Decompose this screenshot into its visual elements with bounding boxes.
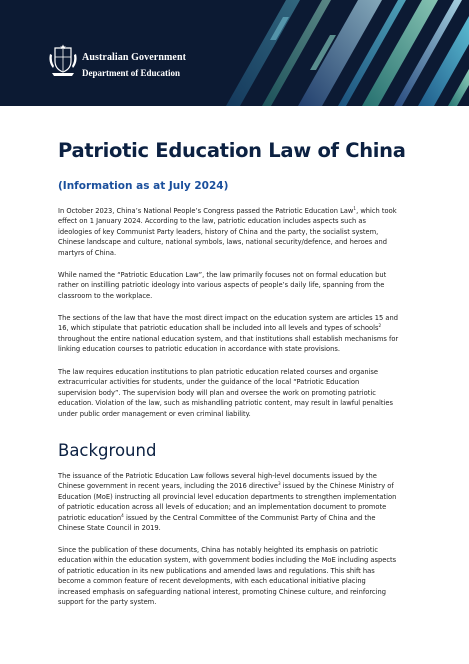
text-line (58, 398, 420, 408)
text-line (58, 597, 420, 607)
line-text: issued by the Central Committee of the Communist Party of China and the (123, 513, 376, 522)
line-text: of patriotic education in its new publications and amended laws and regulations. This shift has (58, 566, 375, 575)
text-line (58, 587, 420, 597)
text-line (58, 367, 420, 377)
line-text: The law requires education institutions to plan patriotic education related courses and organise (58, 368, 379, 376)
line-text: become a common feature of recent developments, with each educational initiative placing (58, 577, 366, 586)
text-line (58, 334, 420, 344)
footnote-marker[interactable]: 3 (278, 481, 281, 487)
text-line (58, 409, 420, 419)
department-name: Department of Education (82, 68, 180, 78)
text-line (58, 291, 420, 301)
text-line (58, 545, 420, 555)
text-line (58, 502, 420, 512)
line-text: throughout the entire national education system, and that institutions shall establish mechanisms for (58, 334, 399, 343)
line-text: issued by the Chinese Ministry of (280, 482, 394, 491)
line-text: Chinese government in recent years, including the 2016 directive (58, 482, 278, 491)
line-text: linking education courses to patriotic education in accordance with state provisions. (58, 345, 340, 354)
government-name: Australian Government (82, 52, 187, 63)
text-line (58, 280, 420, 290)
text-line (58, 388, 420, 398)
text-line (58, 313, 420, 323)
text-line (58, 270, 420, 280)
header-banner (0, 0, 469, 106)
text-line (58, 523, 420, 533)
paragraph-intro-3 (58, 313, 420, 355)
line-text: Since the publication of these documents, China has notably heighted its emphasis on patriotic (58, 546, 379, 554)
line-text: The sections of the law that have the most direct impact on the education system are articles 15 and (58, 314, 398, 322)
text-line (58, 555, 420, 565)
line-text: In October 2023, China’s National People’s Congress passed the Patriotic Education Law (58, 207, 354, 215)
text-line (58, 248, 420, 258)
text-line (58, 377, 420, 387)
text-line (58, 471, 420, 481)
line-text: support for the party system. (58, 598, 157, 607)
footnote-marker[interactable]: 4 (121, 512, 124, 518)
commonwealth-crest-logo (48, 44, 78, 78)
footnote-marker[interactable]: 1 (353, 206, 357, 211)
text-line (58, 492, 420, 502)
paragraph-intro-1 (58, 206, 420, 258)
line-text: rather on instilling patriotic ideology into various aspects of people’s daily life, spanning from the (58, 281, 385, 290)
line-text: education within the education system, with government bodies including the MoE including aspects (58, 556, 397, 565)
footnote-marker[interactable]: 2 (378, 323, 382, 329)
line-text: effect on 1 January 2024. According to the law, patriotic education includes aspects such as (58, 217, 367, 226)
text-line (58, 481, 420, 491)
text-line (58, 513, 420, 523)
line-text: Chinese landscape and culture, national symbols, laws, national security/defence, and heroes and (58, 238, 387, 247)
line-text: education. Violation of the law, such as mishandling patriotic content, may result in lawful penalties (58, 399, 393, 408)
text-line (58, 216, 420, 226)
line-text: ideologies of key Communist Party leaders, history of China and the party, the socialist system, (58, 227, 379, 236)
text-line (58, 237, 420, 247)
line-text: Education (MoE) instructing all provincial level education departments to strengthen implementation (58, 492, 397, 501)
line-text: While named the “Patriotic Education Law”, the law primarily focuses not on formal education but (58, 271, 387, 279)
page-title: Patriotic Education Law of China (58, 139, 406, 162)
paragraph-intro-4 (58, 367, 420, 419)
paragraph-intro-2 (58, 270, 420, 301)
line-text: 16, which stipulate that patriotic education shall be included into all levels and types of schools (58, 324, 379, 333)
text-line (58, 227, 420, 237)
line-text: classroom to the workplace. (58, 291, 153, 300)
text-line (58, 344, 420, 354)
line-text: patriotic education (58, 513, 122, 522)
line-text: Chinese State Council in 2019. (58, 524, 161, 533)
line-text: martyrs of China. (58, 248, 117, 257)
line-text: , which took (356, 207, 397, 215)
paragraph-background-1 (58, 471, 420, 533)
line-text: extracurricular activities for students, under the guidance of the local “Patriotic Education (58, 378, 360, 387)
paragraph-background-2 (58, 545, 420, 607)
line-text: of patriotic education across all levels of education; and an implementation document to promote (58, 503, 387, 512)
text-line (58, 576, 420, 586)
page-subtitle: (Information as at July 2024) (58, 180, 229, 192)
line-text: increased emphasis on safeguarding national interest, promoting Chinese culture, and reinforcing (58, 587, 386, 596)
text-line (58, 323, 420, 333)
line-text: The issuance of the Patriotic Education Law follows several high-level documents issued by the (58, 472, 377, 480)
section-heading-background: Background (58, 441, 157, 460)
text-line (58, 566, 420, 576)
line-text: supervision body”. The supervision body will plan and oversee the work on promoting patriotic (58, 388, 376, 397)
text-line (58, 206, 420, 216)
line-text: under public order management or even criminal liability. (58, 409, 251, 418)
